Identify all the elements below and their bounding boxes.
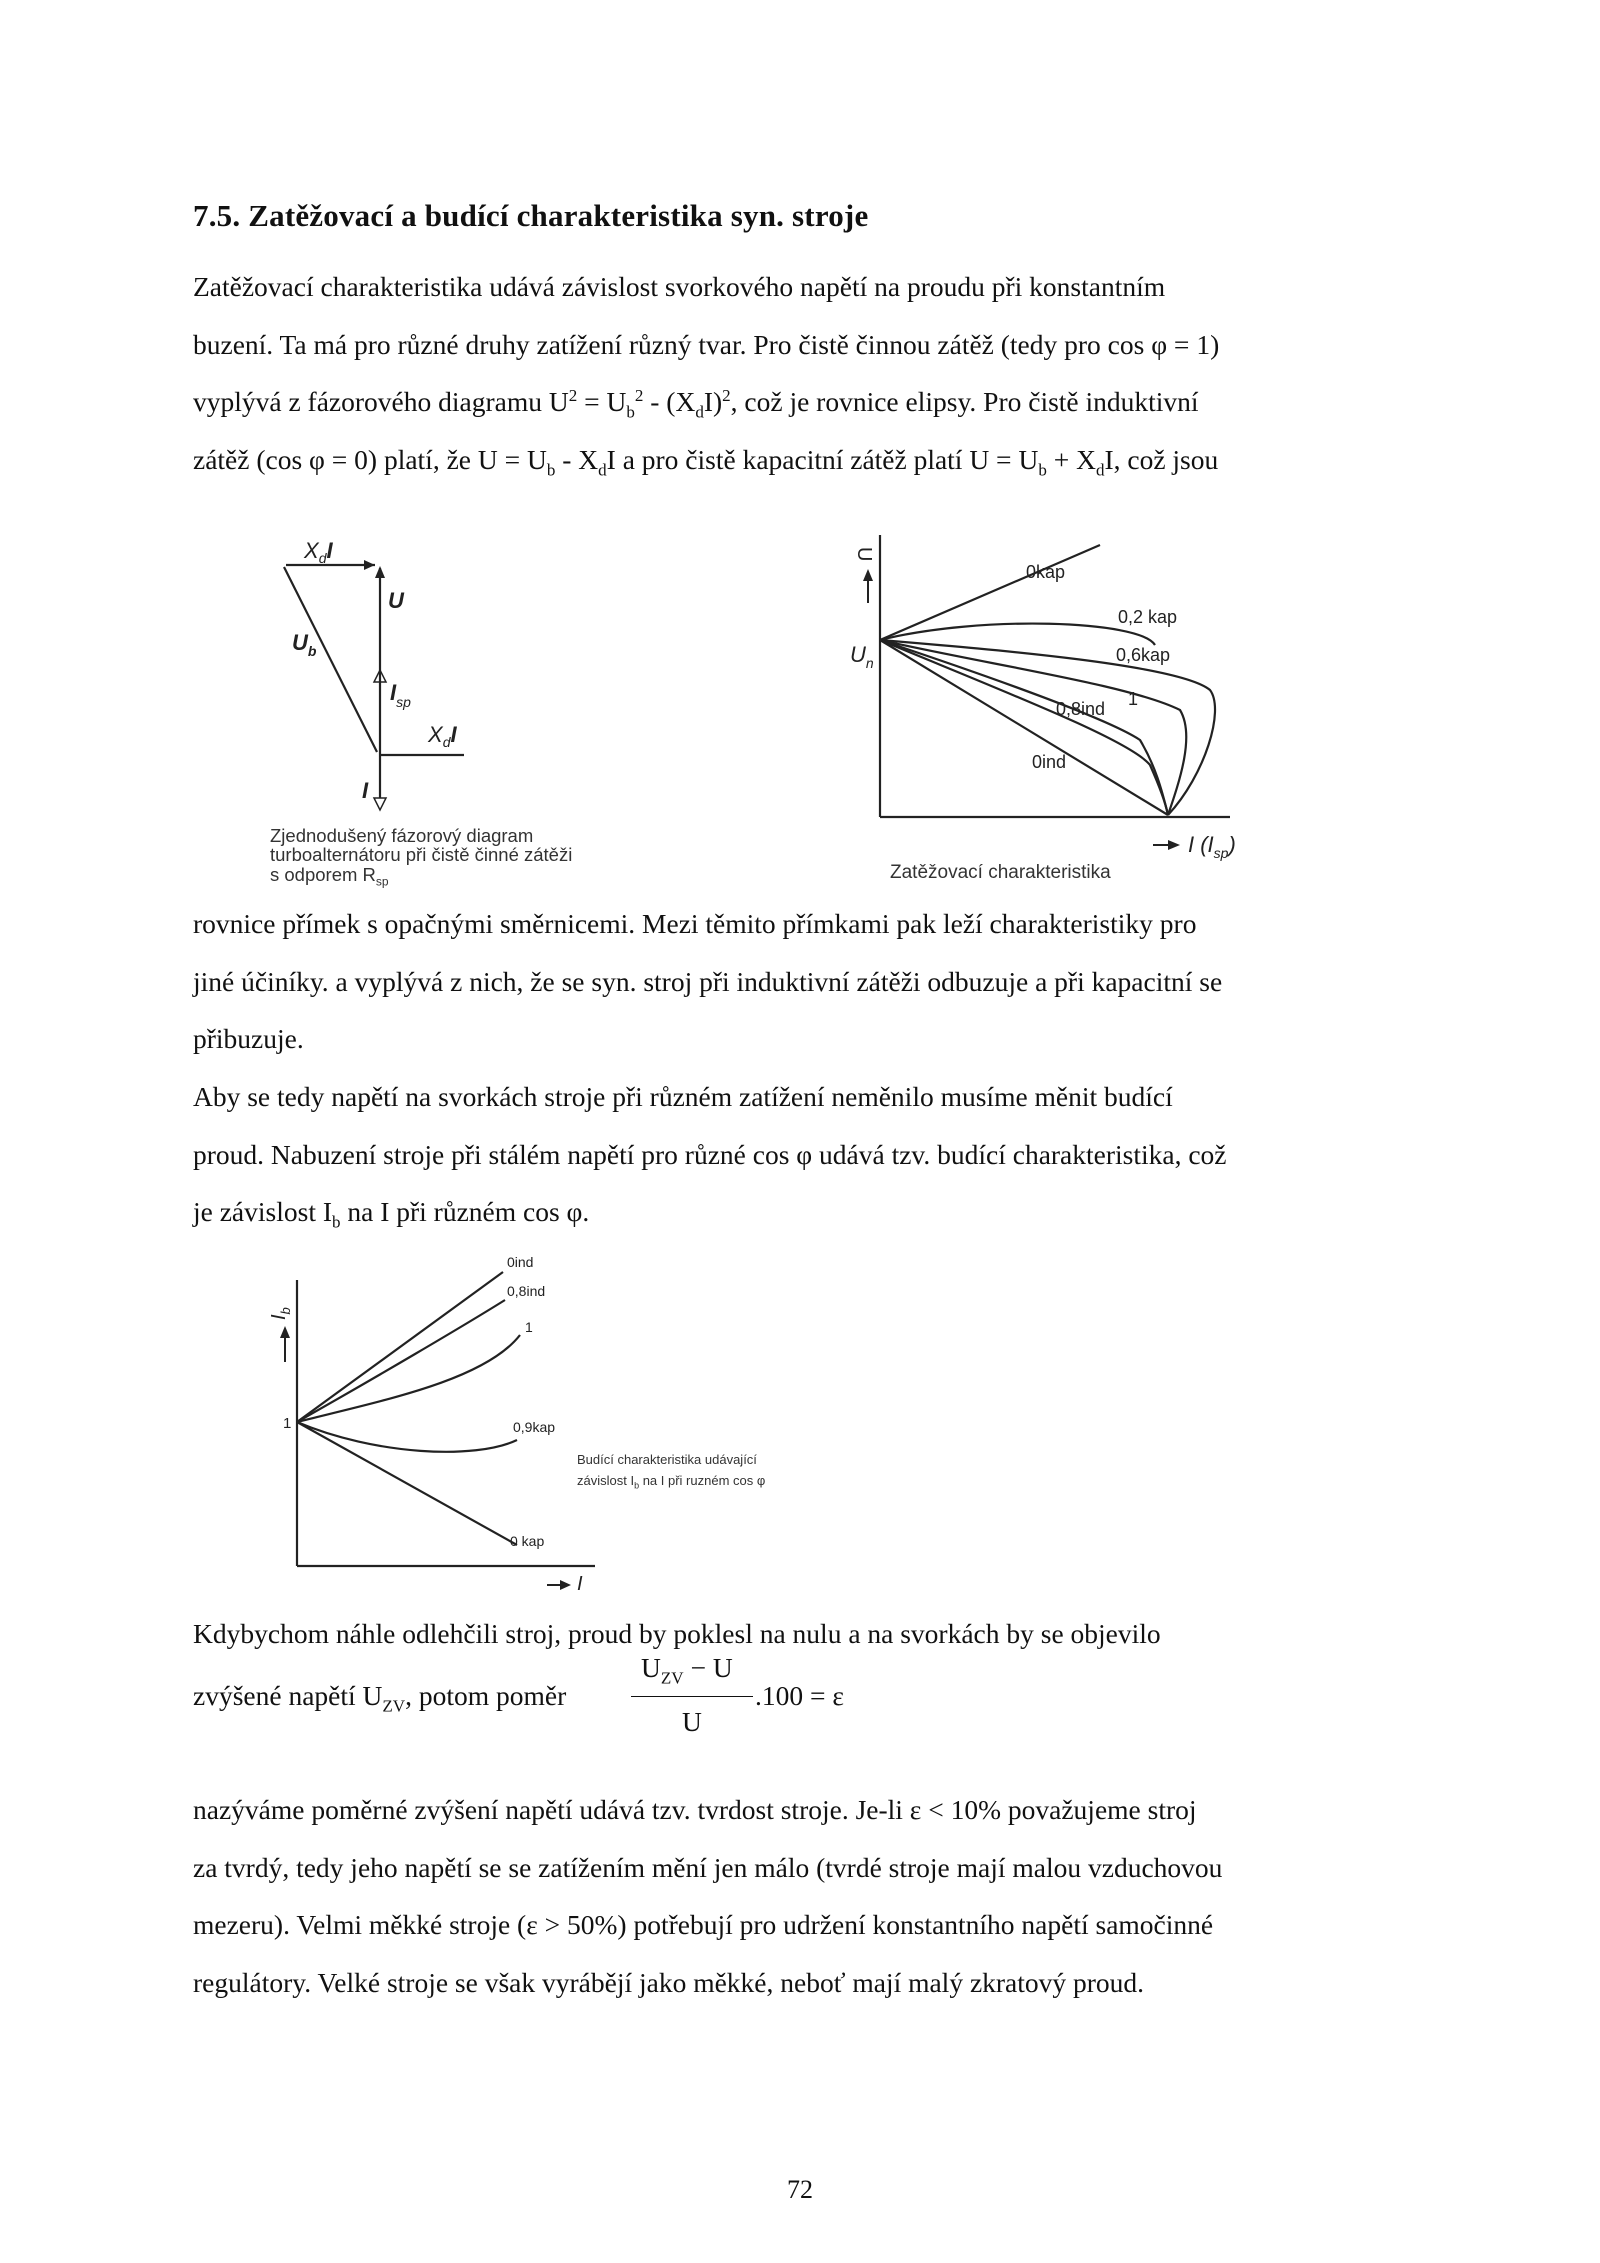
label-0-6kap: 0,6kap xyxy=(1116,645,1171,665)
curve-0-6kap xyxy=(880,640,1186,815)
origin-label: 1 xyxy=(283,1415,292,1432)
formula-prefix: zvýšené napětí $U_{ZV}$, potom poměr xyxy=(193,1680,567,1716)
curve-0kap xyxy=(297,1422,517,1545)
text-line: vyplývá z fázorového diagramu $U^2 = U_b^2 - (X_dI)^2$, což je rovnice elipsy. Pro čistě induktivní xyxy=(193,385,1199,422)
text-line: Aby se tedy napětí na svorkách stroje při různém zatížení neměnilo musíme měnit budící xyxy=(193,1081,1173,1112)
paragraph-characteristics xyxy=(193,895,1418,1068)
text-line: mezeru). Velmi měkké stroje (ε > 50%) potřebují pro udržení konstantního napětí samočinné xyxy=(193,1909,1214,1940)
load-characteristic-chart xyxy=(850,525,1270,890)
label-0-8ind: 0,8ind xyxy=(1056,699,1106,719)
y-axis-label: U xyxy=(853,547,875,562)
figure-caption: Zjednodušený fázorový diagram turboalternátoru při čistě činné zátěži s odporem $R_{sp}$ xyxy=(270,825,573,889)
paragraph-excitation xyxy=(193,1068,1418,1241)
label-0ind: 0ind xyxy=(1032,752,1067,772)
paragraph-load-characteristic xyxy=(193,258,1418,488)
label-ub: $U_b$ xyxy=(292,630,317,659)
text-line: regulátory. Velké stroje se však vyrábějí jako měkké, neboť mají malý zkratový proud. xyxy=(193,1966,1145,1998)
fraction-bar xyxy=(631,1696,753,1697)
phasor-diagram-figure xyxy=(240,530,660,920)
ub-phasor xyxy=(284,567,377,752)
y-axis-label: $I_b$ xyxy=(268,1307,293,1320)
text-line: rovnice přímek s opačnými směrnicemi. Mezi těmito přímkami pak leží charakteristiky pro xyxy=(193,908,1197,939)
label-0-2kap: 0,2 kap xyxy=(1118,607,1178,627)
figure-caption: Budící charakteristika udávající závislost $I_b$ na I při ruzném cos φ xyxy=(577,1452,766,1491)
curve-ellipse xyxy=(880,640,1215,815)
text-line: nazýváme poměrné zvýšení napětí udává tzv. tvrdost stroje. Je-li ε < 10% považujeme stroj xyxy=(193,1794,1197,1825)
label-xdi-right: $X_dI$ xyxy=(428,722,457,750)
text-line: za tvrdý, tedy jeho napětí se se zatížením mění jen málo (tvrdé stroje mají malou vzduchovou xyxy=(193,1851,1223,1883)
arrowhead xyxy=(375,566,385,578)
text-line: buzení. Ta má pro různé druhy zatížení různý tvar. Pro čistě činnou zátěž (tedy pro cos φ = 1) xyxy=(193,328,1220,360)
excitation-characteristic-figure xyxy=(255,1250,875,1595)
text-line: přibuzuje. xyxy=(193,1023,304,1054)
curve-0ind xyxy=(297,1272,503,1422)
label-0kap: 0kap xyxy=(1026,562,1066,582)
label-0kap: 0 kap xyxy=(510,1533,545,1549)
label-1: 1 xyxy=(1128,689,1139,709)
text-line: Zatěžovací charakteristika udává závislost svorkového napětí na proudu při konstantním xyxy=(193,271,1166,302)
text-line: Kdybychom náhle odlehčili stroj, proud by poklesl na nulu a na svorkách by se objevilo xyxy=(193,1618,1161,1649)
label-xdi-top: $X_dI$ xyxy=(304,538,333,566)
label-u: U xyxy=(388,588,404,613)
label-0-8ind: 0,8ind xyxy=(507,1283,546,1299)
excitation-characteristic-chart xyxy=(255,1250,875,1595)
curve-0-2kap xyxy=(880,624,1155,645)
section-heading: 7.5. Zatěžovací a budící charakteristika syn. stroje xyxy=(193,198,869,233)
formula-line xyxy=(193,1652,1193,1742)
arrowhead xyxy=(364,560,375,570)
curve-1 xyxy=(297,1335,520,1422)
text-line: zátěž (cos φ = 0) platí, že $U = U_b - X_dI$ a pro čistě kapacitní zátěž platí $U = U_b + X_dI$, což jsou xyxy=(193,443,1219,479)
text-line: je závislost $I_b$ na I při různém cos φ. xyxy=(193,1196,590,1232)
figure-caption: Zatěžovací charakteristika xyxy=(890,862,1111,883)
load-characteristic-figure xyxy=(850,525,1270,890)
x-axis-label: I $(I_{sp})$ xyxy=(1188,832,1236,861)
page-number: 72 xyxy=(787,2175,813,2204)
formula-suffix: .100 = ε xyxy=(755,1680,844,1711)
paragraph-hardness xyxy=(193,1781,1418,2011)
un-label: $U_n$ xyxy=(850,642,874,671)
formula-numerator: $U_{ZV} - U$ xyxy=(641,1652,733,1688)
label-0ind: 0ind xyxy=(507,1254,534,1270)
label-isp: $I_{sp}$ xyxy=(390,680,411,710)
arrowhead xyxy=(374,798,386,810)
x-axis-label: I xyxy=(577,1573,583,1595)
label-1: 1 xyxy=(525,1319,533,1335)
label-0-9kap: 0,9kap xyxy=(513,1419,556,1435)
curve-0-8ind xyxy=(297,1300,505,1422)
text-line: proud. Nabuzení stroje při stálém napětí pro různé cos φ udává tzv. budící charakteristika, což xyxy=(193,1138,1227,1170)
label-i: I xyxy=(362,778,369,803)
formula-denominator: U xyxy=(682,1706,702,1737)
text-line: jiné účiníky. a vyplývá z nich, že se syn. stroj při induktivní zátěži odbuzuje a při kapacitní se xyxy=(193,965,1223,997)
curve-0-9kap xyxy=(297,1422,517,1452)
